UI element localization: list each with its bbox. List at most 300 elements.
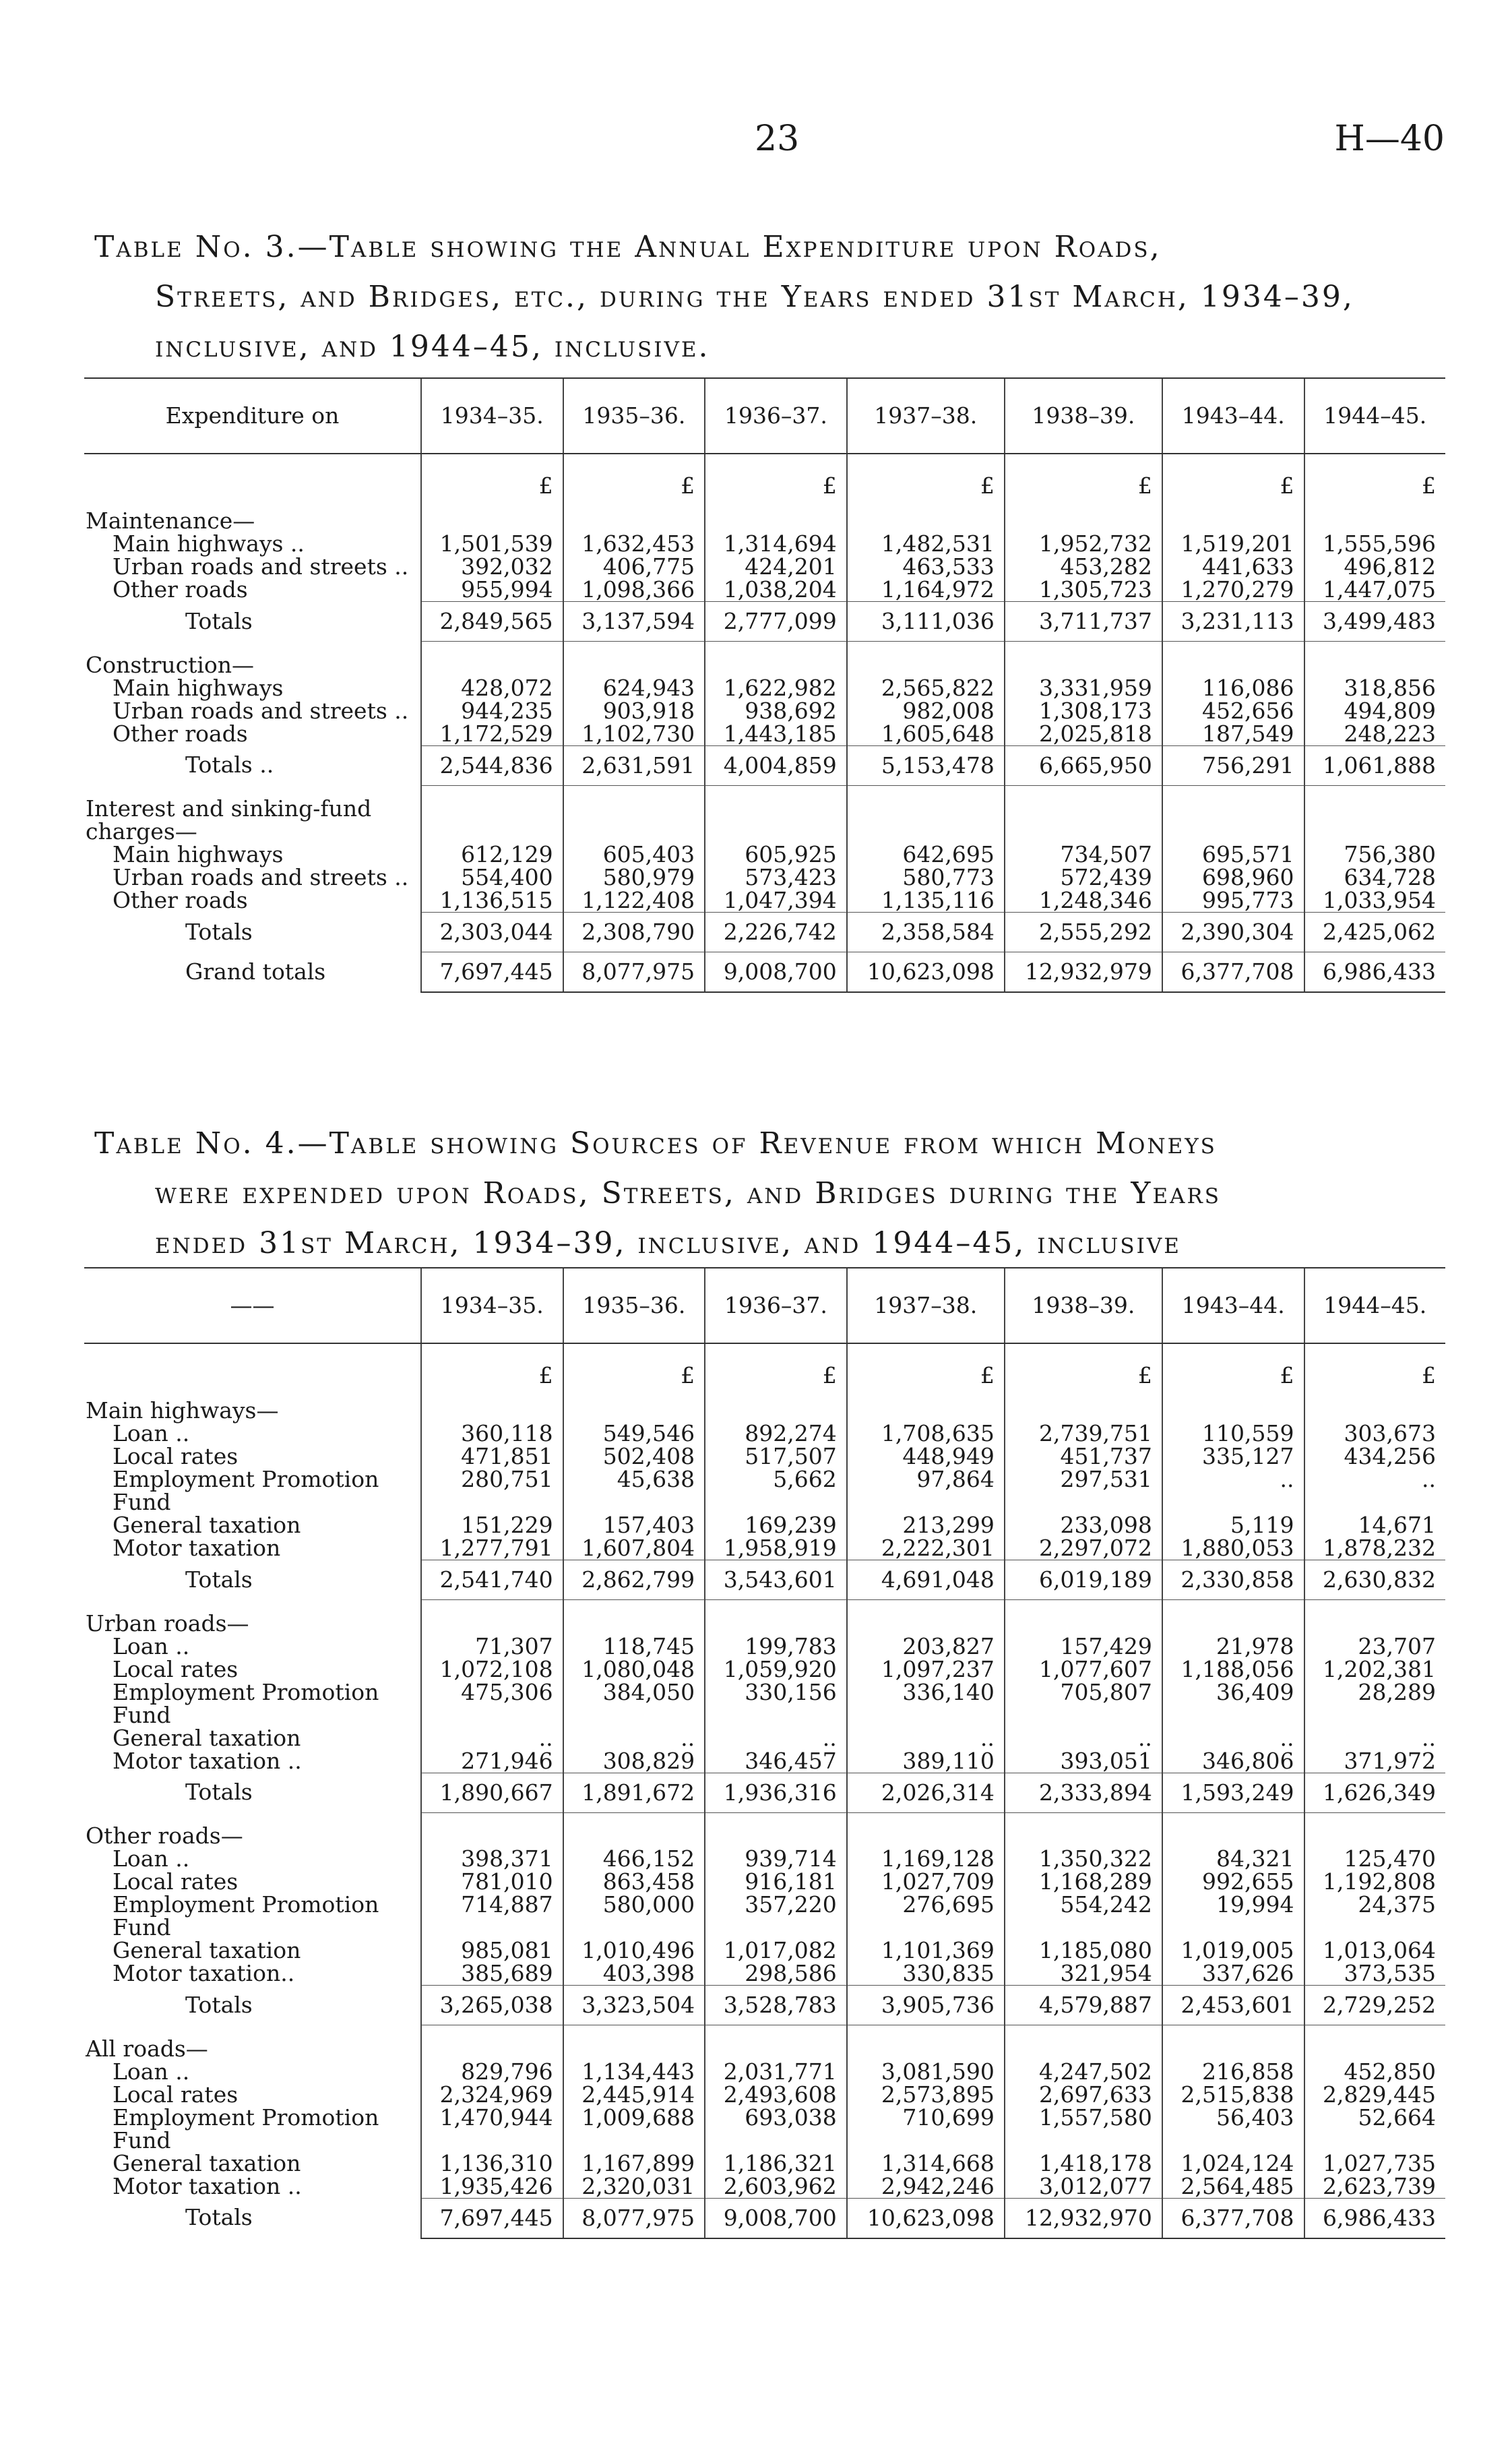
year-header: 1934–35.	[421, 378, 563, 454]
total-value: 1,626,349	[1304, 1773, 1446, 1812]
value-cell: 1,019,005	[1162, 1939, 1304, 1962]
empty-cell	[421, 2025, 563, 2060]
value-cell: 2,623,739	[1304, 2175, 1446, 2199]
section-heading-row	[84, 1387, 1445, 1422]
totals-label: Totals	[185, 2204, 253, 2230]
table-row	[84, 2106, 1445, 2152]
value-cell: 1,009,688	[563, 2106, 705, 2152]
table-row	[84, 1422, 1445, 1445]
value-cell: 580,773	[847, 866, 1005, 889]
total-value: 1,061,888	[1304, 745, 1446, 785]
year-header: 1938–39.	[1005, 378, 1162, 454]
value-cell: ..	[847, 1727, 1005, 1750]
value-cell: 466,152	[563, 1847, 705, 1870]
empty-cell	[563, 642, 705, 677]
total-value: 1,890,667	[421, 1773, 563, 1812]
value-cell: 580,000	[563, 1893, 705, 1939]
value-cell: 298,586	[705, 1962, 847, 1986]
value-cell: 14,671	[1304, 1514, 1446, 1537]
value-cell: 1,202,381	[1304, 1658, 1446, 1681]
row-label-text: Urban roads and streets ..	[113, 864, 409, 890]
total-value: 6,019,189	[1005, 1560, 1162, 1600]
value-cell: 3,081,590	[847, 2060, 1005, 2083]
value-cell: 705,807	[1005, 1681, 1162, 1727]
value-cell: 1,038,204	[705, 578, 847, 602]
empty-cell	[1162, 642, 1304, 677]
currency-cell: £	[847, 1343, 1005, 1387]
row-label	[84, 1537, 421, 1560]
empty-cell	[847, 1812, 1005, 1847]
row-label-text: General taxation	[113, 1937, 301, 1963]
table-row	[84, 1962, 1445, 1986]
grand-totals-row	[84, 952, 1445, 993]
value-cell: 2,324,969	[421, 2083, 563, 2106]
value-cell: 1,878,232	[1304, 1537, 1446, 1560]
table-header-row	[84, 1268, 1445, 1343]
value-cell: 1,314,668	[847, 2152, 1005, 2175]
value-cell: 1,305,723	[1005, 578, 1162, 602]
value-cell: 335,127	[1162, 1445, 1304, 1468]
value-cell: 580,979	[563, 866, 705, 889]
value-cell: 2,697,633	[1005, 2083, 1162, 2106]
value-cell: 2,320,031	[563, 2175, 705, 2199]
value-cell: 346,457	[705, 1750, 847, 1773]
value-cell: 116,086	[1162, 677, 1304, 700]
grand-totals-label: Grand totals	[185, 958, 326, 985]
empty-cell	[1162, 1387, 1304, 1422]
total-value: 4,004,859	[705, 745, 847, 785]
value-cell: 1,270,279	[1162, 578, 1304, 602]
value-cell: 995,773	[1162, 889, 1304, 913]
value-cell: 903,918	[563, 700, 705, 723]
total-value: 2,453,601	[1162, 1986, 1304, 2025]
empty-cell	[421, 785, 563, 843]
value-cell: 573,423	[705, 866, 847, 889]
value-cell: ..	[421, 1727, 563, 1750]
value-cell: 2,222,301	[847, 1537, 1005, 1560]
section-heading-row	[84, 1600, 1445, 1635]
row-label	[84, 1939, 421, 1962]
value-cell: 337,626	[1162, 1962, 1304, 1986]
value-cell: 2,297,072	[1005, 1537, 1162, 1560]
totals-label: Totals	[185, 1779, 253, 1805]
value-cell: 330,835	[847, 1962, 1005, 1986]
value-cell: 1,134,443	[563, 2060, 705, 2083]
totals-label: Totals	[185, 918, 253, 945]
value-cell: 157,403	[563, 1514, 705, 1537]
row-label	[84, 697, 421, 724]
value-cell: ..	[1005, 1727, 1162, 1750]
empty-cell	[1005, 1812, 1162, 1847]
currency-cell: £	[421, 454, 563, 497]
value-cell: 56,403	[1162, 2106, 1304, 2152]
label-cell	[84, 1343, 421, 1387]
total-value: 2,862,799	[563, 1560, 705, 1600]
value-cell: 2,515,838	[1162, 2083, 1304, 2106]
grand-total-value: 6,986,433	[1304, 952, 1446, 993]
table-row	[84, 2175, 1445, 2199]
row-label	[84, 1468, 421, 1514]
year-header: 1936–37.	[705, 1268, 847, 1343]
currency-cell: £	[563, 454, 705, 497]
value-cell: 434,256	[1304, 1445, 1446, 1468]
value-cell: 554,400	[421, 866, 563, 889]
value-cell: 916,181	[705, 1870, 847, 1893]
year-header: 1935–36.	[563, 1268, 705, 1343]
value-cell: 389,110	[847, 1750, 1005, 1773]
empty-cell	[705, 1812, 847, 1847]
value-cell: 938,692	[705, 700, 847, 723]
empty-cell	[421, 497, 563, 532]
value-cell: 452,656	[1162, 700, 1304, 723]
value-cell: 1,622,982	[705, 677, 847, 700]
value-cell: 1,059,920	[705, 1658, 847, 1681]
totals-row	[84, 602, 1445, 642]
totals-row	[84, 1773, 1445, 1812]
row-label	[84, 2106, 421, 2152]
total-value: 1,891,672	[563, 1773, 705, 1812]
empty-cell	[563, 1387, 705, 1422]
value-cell: 1,098,366	[563, 578, 705, 602]
row-label-text: Main highways	[113, 674, 284, 701]
total-value: 2,544,836	[421, 745, 563, 785]
value-cell: 213,299	[847, 1514, 1005, 1537]
total-value: 4,691,048	[847, 1560, 1005, 1600]
total-value: 9,008,700	[705, 2198, 847, 2238]
grand-total-value: 8,077,975	[563, 952, 705, 993]
year-header: 1935–36.	[563, 378, 705, 454]
total-value: 2,358,584	[847, 913, 1005, 952]
value-cell: 360,118	[421, 1422, 563, 1445]
row-label	[84, 1870, 421, 1893]
value-cell: 1,632,453	[563, 532, 705, 555]
value-cell: 84,321	[1162, 1847, 1304, 1870]
empty-cell	[1005, 497, 1162, 532]
value-cell: 1,277,791	[421, 1537, 563, 1560]
value-cell: 24,375	[1304, 1893, 1446, 1939]
table-header-row	[84, 378, 1445, 454]
column-header: Expenditure on	[84, 378, 421, 454]
table4-title-line: were expended upon Roads, Streets, and Bridges during the Years	[155, 1176, 1222, 1211]
currency-cell: £	[563, 1343, 705, 1387]
empty-cell	[563, 785, 705, 843]
grand-total-value: 9,008,700	[705, 952, 847, 993]
empty-cell	[1304, 1812, 1446, 1847]
value-cell: 1,443,185	[705, 723, 847, 746]
table-row	[84, 1939, 1445, 1962]
total-value: 2,729,252	[1304, 1986, 1446, 2025]
value-cell: 357,220	[705, 1893, 847, 1939]
value-cell: 384,050	[563, 1681, 705, 1727]
value-cell: 1,248,346	[1005, 889, 1162, 913]
total-value: 2,303,044	[421, 913, 563, 952]
empty-cell	[1005, 785, 1162, 843]
value-cell: 634,728	[1304, 866, 1446, 889]
row-label-text: Local rates	[113, 1443, 239, 1469]
row-label-text: Main highways ..	[113, 530, 305, 557]
table-row	[84, 1635, 1445, 1658]
row-label	[84, 1632, 421, 1659]
year-header: 1943–44.	[1162, 1268, 1304, 1343]
section-heading-row	[84, 785, 1445, 843]
row-label	[84, 720, 421, 747]
value-cell: 605,403	[563, 843, 705, 866]
value-cell: 1,167,899	[563, 2152, 705, 2175]
year-header: 1944–45.	[1304, 1268, 1446, 1343]
empty-cell	[847, 785, 1005, 843]
total-value: 3,543,601	[705, 1560, 847, 1600]
grand-total-value: 12,932,979	[1005, 952, 1162, 993]
empty-cell	[1304, 642, 1446, 677]
total-value: 7,697,445	[421, 2198, 563, 2238]
total-value: 2,026,314	[847, 1773, 1005, 1812]
row-label-text: Urban roads and streets ..	[113, 697, 409, 724]
value-cell: 693,038	[705, 2106, 847, 2152]
table-row	[84, 2083, 1445, 2106]
value-cell: 110,559	[1162, 1422, 1304, 1445]
total-value: 3,528,783	[705, 1986, 847, 2025]
table4-title	[94, 1119, 1442, 1268]
currency-cell: £	[1005, 1343, 1162, 1387]
row-label-text: Employment Promotion Fund	[113, 1891, 379, 1940]
value-cell: 297,531	[1005, 1468, 1162, 1514]
currency-cell: £	[1304, 454, 1446, 497]
value-cell: 624,943	[563, 677, 705, 700]
row-label-text: Main highways	[113, 841, 284, 867]
row-label	[84, 555, 421, 578]
total-value: 2,333,894	[1005, 1773, 1162, 1812]
row-label-text: Motor taxation ..	[113, 1747, 302, 1774]
empty-cell	[1005, 1387, 1162, 1422]
year-header: 1936–37.	[705, 378, 847, 454]
empty-cell	[847, 1387, 1005, 1422]
row-label	[84, 1724, 421, 1751]
row-label	[84, 1893, 421, 1939]
value-cell: 406,775	[563, 555, 705, 578]
row-label	[84, 866, 421, 889]
value-cell: ..	[1304, 1727, 1446, 1750]
section-heading: Interest and sinking-fund charges—	[86, 795, 372, 845]
total-value: 10,623,098	[847, 2198, 1005, 2238]
total-value: 8,077,975	[563, 2198, 705, 2238]
totals-row	[84, 1986, 1445, 2025]
year-header: 1937–38.	[847, 1268, 1005, 1343]
section-heading-row	[84, 642, 1445, 677]
total-value: 6,665,950	[1005, 745, 1162, 785]
value-cell: 502,408	[563, 1445, 705, 1468]
value-cell: 392,032	[421, 555, 563, 578]
total-value: 2,777,099	[705, 602, 847, 642]
value-cell: 3,012,077	[1005, 2175, 1162, 2199]
value-cell: 554,242	[1005, 1893, 1162, 1939]
value-cell: 5,662	[705, 1468, 847, 1514]
value-cell: 1,185,080	[1005, 1939, 1162, 1962]
empty-cell	[1005, 642, 1162, 677]
empty-cell	[705, 642, 847, 677]
row-label	[84, 2060, 421, 2083]
value-cell: 1,136,310	[421, 2152, 563, 2175]
value-cell: 1,880,053	[1162, 1537, 1304, 1560]
value-cell: 982,008	[847, 700, 1005, 723]
total-value: 2,849,565	[421, 602, 563, 642]
value-cell: 642,695	[847, 843, 1005, 866]
empty-cell	[1162, 497, 1304, 532]
row-label	[84, 1747, 421, 1774]
total-value: 2,425,062	[1304, 913, 1446, 952]
table3-title-line: Table No. 3.—Table showing the Annual Expenditure upon Roads,	[94, 230, 1162, 264]
row-label-text: Other roads	[113, 720, 248, 747]
value-cell: 1,482,531	[847, 532, 1005, 555]
value-cell: 308,829	[563, 1750, 705, 1773]
year-header: 1943–44.	[1162, 378, 1304, 454]
total-value: 3,137,594	[563, 602, 705, 642]
value-cell: 939,714	[705, 1847, 847, 1870]
row-label	[84, 578, 421, 602]
table-row	[84, 1514, 1445, 1537]
row-label	[84, 1514, 421, 1537]
row-label-text: Motor taxation	[113, 1535, 281, 1561]
value-cell: 2,573,895	[847, 2083, 1005, 2106]
empty-cell	[1162, 2025, 1304, 2060]
table-row	[84, 532, 1445, 555]
value-cell: ..	[563, 1727, 705, 1750]
value-cell: 1,072,108	[421, 1658, 563, 1681]
table-row	[84, 2060, 1445, 2083]
row-label-text: Loan ..	[113, 1845, 190, 1872]
row-label-text: Employment Promotion Fund	[113, 1678, 379, 1728]
totals-label: Totals ..	[185, 752, 274, 778]
empty-cell	[1304, 2025, 1446, 2060]
total-value: 12,932,970	[1005, 2198, 1162, 2238]
value-cell: 1,607,804	[563, 1537, 705, 1560]
row-label	[84, 889, 421, 913]
value-cell: 169,239	[705, 1514, 847, 1537]
value-cell: 1,447,075	[1304, 578, 1446, 602]
value-cell: 1,027,709	[847, 1870, 1005, 1893]
value-cell: 1,519,201	[1162, 532, 1304, 555]
currency-cell: £	[1304, 1343, 1446, 1387]
value-cell: 157,429	[1005, 1635, 1162, 1658]
value-cell: 1,708,635	[847, 1422, 1005, 1445]
grand-total-value: 6,377,708	[1162, 952, 1304, 993]
value-cell: 199,783	[705, 1635, 847, 1658]
value-cell: 398,371	[421, 1847, 563, 1870]
value-cell: 734,507	[1005, 843, 1162, 866]
table-row	[84, 1537, 1445, 1560]
table-row	[84, 866, 1445, 889]
value-cell: 203,827	[847, 1635, 1005, 1658]
currency-row	[84, 1343, 1445, 1387]
value-cell: 2,942,246	[847, 2175, 1005, 2199]
total-value: 2,308,790	[563, 913, 705, 952]
currency-row	[84, 454, 1445, 497]
row-label-text: General taxation	[113, 2149, 301, 2176]
currency-cell: £	[1162, 454, 1304, 497]
value-cell: 23,707	[1304, 1635, 1446, 1658]
empty-cell	[563, 497, 705, 532]
value-cell: 303,673	[1304, 1422, 1446, 1445]
row-label	[84, 843, 421, 866]
row-label	[84, 1678, 421, 1728]
empty-cell	[421, 642, 563, 677]
value-cell: 985,081	[421, 1939, 563, 1962]
value-cell: 2,565,822	[847, 677, 1005, 700]
row-label-text: Local rates	[113, 1655, 239, 1682]
value-cell: 892,274	[705, 1422, 847, 1445]
value-cell: 1,555,596	[1304, 532, 1446, 555]
year-header: 1934–35.	[421, 1268, 563, 1343]
total-value: 2,390,304	[1162, 913, 1304, 952]
totals-row	[84, 913, 1445, 952]
empty-cell	[705, 1600, 847, 1635]
currency-cell: £	[1162, 1343, 1304, 1387]
value-cell: 1,186,321	[705, 2152, 847, 2175]
value-cell: 1,605,648	[847, 723, 1005, 746]
table3-title-line: inclusive, and 1944–45, inclusive.	[155, 330, 710, 364]
totals-row	[84, 1560, 1445, 1600]
value-cell: 3,331,959	[1005, 677, 1162, 700]
value-cell: 496,812	[1304, 555, 1446, 578]
value-cell: 2,829,445	[1304, 2083, 1446, 2106]
currency-cell: £	[1005, 454, 1162, 497]
value-cell: 714,887	[421, 1893, 563, 1939]
value-cell: 52,664	[1304, 2106, 1446, 2152]
table-row	[84, 700, 1445, 723]
value-cell: 321,954	[1005, 1962, 1162, 1986]
value-cell: 1,080,048	[563, 1658, 705, 1681]
value-cell: 1,952,732	[1005, 532, 1162, 555]
value-cell: ..	[1304, 1468, 1446, 1514]
value-cell: 863,458	[563, 1870, 705, 1893]
value-cell: 698,960	[1162, 866, 1304, 889]
currency-cell: £	[847, 454, 1005, 497]
row-label-text: Local rates	[113, 1868, 239, 1895]
totals-label: Totals	[185, 607, 253, 634]
section-heading: Other roads—	[86, 1823, 243, 1849]
empty-cell	[847, 1600, 1005, 1635]
row-label-text: Loan ..	[113, 2058, 190, 2085]
value-cell: 1,013,064	[1304, 1939, 1446, 1962]
value-cell: 1,033,954	[1304, 889, 1446, 913]
table4-title-line: ended 31st March, 1934–39, inclusive, and 1944–45, inclusive	[155, 1226, 1181, 1260]
value-cell: 955,994	[421, 578, 563, 602]
empty-cell	[421, 1812, 563, 1847]
row-label-text: Employment Promotion Fund	[113, 1466, 379, 1515]
value-cell: 5,119	[1162, 1514, 1304, 1537]
total-value: 2,330,858	[1162, 1560, 1304, 1600]
value-cell: 1,017,082	[705, 1939, 847, 1962]
row-label	[84, 1962, 421, 1986]
row-label-text: Employment Promotion Fund	[113, 2104, 379, 2153]
totals-row	[84, 745, 1445, 785]
value-cell: 28,289	[1304, 1681, 1446, 1727]
empty-cell	[421, 1600, 563, 1635]
empty-cell	[705, 1387, 847, 1422]
value-cell: 371,972	[1304, 1750, 1446, 1773]
value-cell: 125,470	[1304, 1847, 1446, 1870]
empty-cell	[705, 2025, 847, 2060]
value-cell: 271,946	[421, 1750, 563, 1773]
section-heading: Maintenance—	[86, 508, 255, 534]
value-cell: 2,564,485	[1162, 2175, 1304, 2199]
value-cell: 385,689	[421, 1962, 563, 1986]
table-row	[84, 1445, 1445, 1468]
value-cell: 19,994	[1162, 1893, 1304, 1939]
value-cell: 475,306	[421, 1681, 563, 1727]
value-cell: 21,978	[1162, 1635, 1304, 1658]
row-label	[84, 1655, 421, 1682]
total-value: 6,377,708	[1162, 2198, 1304, 2238]
